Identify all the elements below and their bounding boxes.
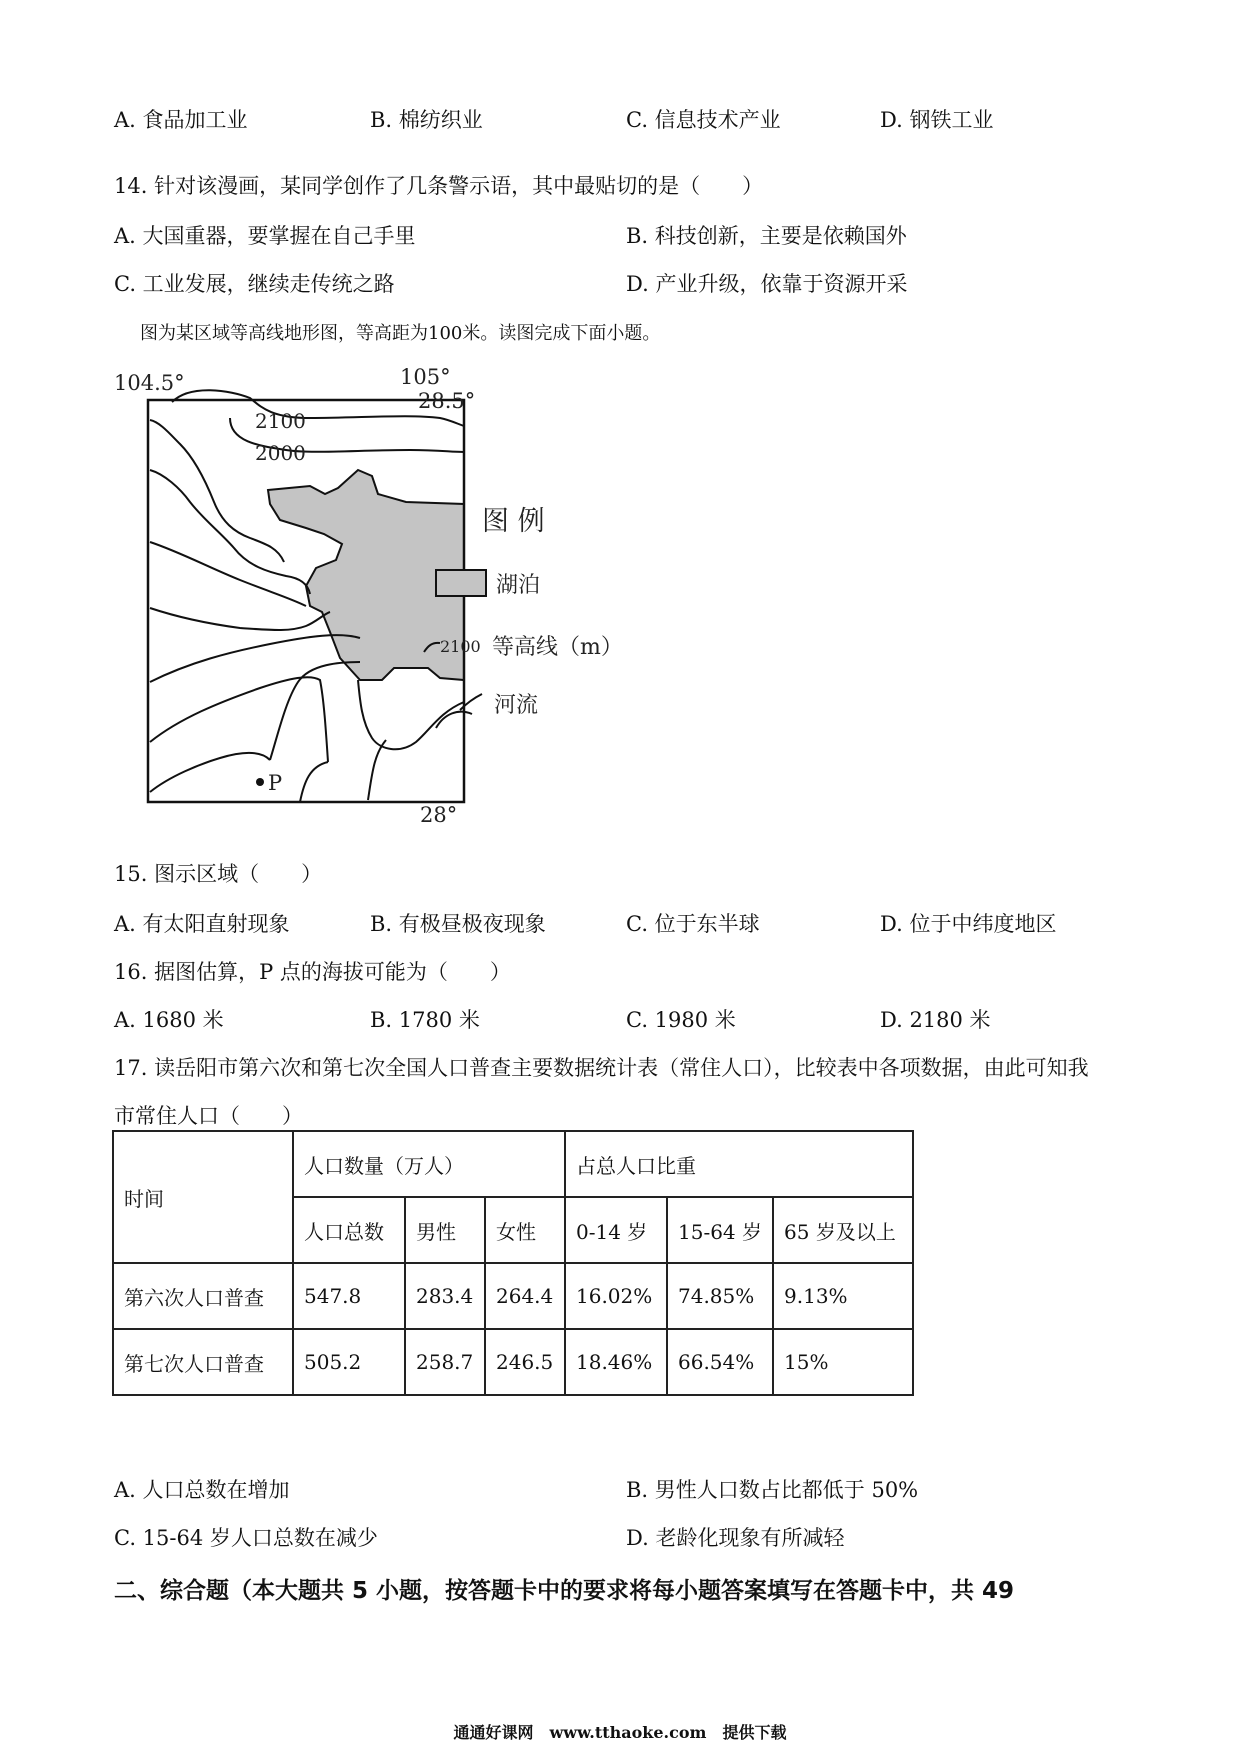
- q16-option-d: D. 2180 米: [880, 1008, 991, 1032]
- section-2-heading: 二、综合题（本大题共 5 小题，按答题卡中的要求将每小题答案填写在答题卡中，共 49: [114, 1578, 1015, 1604]
- q16-stem: 16. 据图估算，P 点的海拔可能为（ ）: [114, 960, 511, 984]
- legend-river-icon: [436, 694, 482, 728]
- q15-option-b: B. 有极昼极夜现象: [370, 912, 546, 936]
- map-intro: 图为某区域等高线地形图，等高距为100米。读图完成下面小题。: [140, 323, 661, 344]
- legend-title: 图 例: [482, 506, 545, 537]
- legend-contour-sample: 2100: [440, 637, 481, 656]
- table-header-row: [113, 1131, 913, 1197]
- lon-right-label: 105°: [400, 365, 451, 389]
- contour-line: [150, 542, 306, 606]
- legend-lake-swatch: [436, 570, 486, 596]
- census-table: [112, 1130, 914, 1396]
- q17-stem-line2: 市常住人口（ ）: [114, 1104, 303, 1128]
- contour-label-2100: 2100: [255, 409, 306, 433]
- header-population-share: 占总人口比重: [565, 1131, 913, 1197]
- contour-line: [150, 677, 328, 762]
- header-time: 时间: [113, 1131, 293, 1263]
- table-cell: 283.4: [405, 1263, 485, 1329]
- table-cell: 74.85%: [667, 1263, 773, 1329]
- header-population-count: 人口数量（万人）: [293, 1131, 565, 1197]
- legend-lake-label: 湖泊: [496, 573, 541, 598]
- page-footer: 通通好课网 www.tthaoke.com 提供下载: [453, 1723, 787, 1742]
- table-cell: 第七次人口普查: [113, 1329, 293, 1395]
- legend-river-label: 河流: [494, 693, 539, 718]
- table-cell: 16.02%: [565, 1263, 667, 1329]
- q13-option-b: B. 棉纺织业: [370, 108, 483, 132]
- contour-map: [110, 362, 710, 832]
- lake-area: [268, 470, 464, 680]
- table-cell: 第六次人口普查: [113, 1263, 293, 1329]
- contour-line: [150, 753, 270, 792]
- table-cell: 18.46%: [565, 1329, 667, 1395]
- table-cell: 66.54%: [667, 1329, 773, 1395]
- contour-line: [150, 635, 360, 682]
- table-cell: 258.7: [405, 1329, 485, 1395]
- point-p-label: P: [268, 771, 283, 795]
- legend-contour-label: 等高线（m）: [492, 635, 623, 660]
- lon-left-label: 104.5°: [114, 371, 185, 395]
- q15-stem: 15. 图示区域（ ）: [114, 862, 323, 886]
- q17-option-a: A. 人口总数在增加: [114, 1478, 290, 1502]
- q14-option-d: D. 产业升级，依靠于资源开采: [626, 272, 908, 296]
- q13-option-a: A. 食品加工业: [114, 108, 248, 132]
- table-row: [113, 1263, 913, 1329]
- q15-option-d: D. 位于中纬度地区: [880, 912, 1057, 936]
- table-row: [113, 1329, 913, 1395]
- q17-option-c: C. 15-64 岁人口总数在减少: [114, 1526, 378, 1550]
- q17-stem-line1: 17. 读岳阳市第六次和第七次全国人口普查主要数据统计表（常住人口），比较表中各项数据，由此可知我: [114, 1056, 1089, 1080]
- lat-top-label: 28.5°: [418, 389, 476, 413]
- subheader-total: 人口总数: [293, 1197, 405, 1263]
- q15-option-a: A. 有太阳直射现象: [114, 912, 290, 936]
- table-cell: 264.4: [485, 1263, 565, 1329]
- table-cell: 15%: [773, 1329, 913, 1395]
- q14-option-c: C. 工业发展，继续走传统之路: [114, 272, 395, 296]
- q17-option-d: D. 老龄化现象有所减轻: [626, 1526, 845, 1550]
- table-cell: 505.2: [293, 1329, 405, 1395]
- contour-line: [150, 608, 330, 630]
- table-cell: 547.8: [293, 1263, 405, 1329]
- q16-option-b: B. 1780 米: [370, 1008, 480, 1032]
- contour-label-2000: 2000: [255, 441, 306, 465]
- point-p-marker: [256, 778, 264, 786]
- q13-option-c: C. 信息技术产业: [626, 108, 781, 132]
- subheader-age-15-64: 15-64 岁: [667, 1197, 773, 1263]
- table-cell: 246.5: [485, 1329, 565, 1395]
- table-cell: 9.13%: [773, 1263, 913, 1329]
- subheader-age-0-14: 0-14 岁: [565, 1197, 667, 1263]
- q15-option-c: C. 位于东半球: [626, 912, 760, 936]
- subheader-female: 女性: [485, 1197, 565, 1263]
- q17-option-b: B. 男性人口数占比都低于 50%: [626, 1478, 919, 1502]
- q14-option-a: A. 大国重器，要掌握在自己手里: [114, 224, 416, 248]
- lat-bottom-label: 28°: [420, 803, 458, 827]
- subheader-male: 男性: [405, 1197, 485, 1263]
- q14-option-b: B. 科技创新，主要是依赖国外: [626, 224, 907, 248]
- q16-option-a: A. 1680 米: [114, 1008, 224, 1032]
- q16-option-c: C. 1980 米: [626, 1008, 736, 1032]
- subheader-age-65-plus: 65 岁及以上: [773, 1197, 913, 1263]
- q13-option-d: D. 钢铁工业: [880, 108, 994, 132]
- q14-stem: 14. 针对该漫画，某同学创作了几条警示语，其中最贴切的是（ ）: [114, 174, 764, 198]
